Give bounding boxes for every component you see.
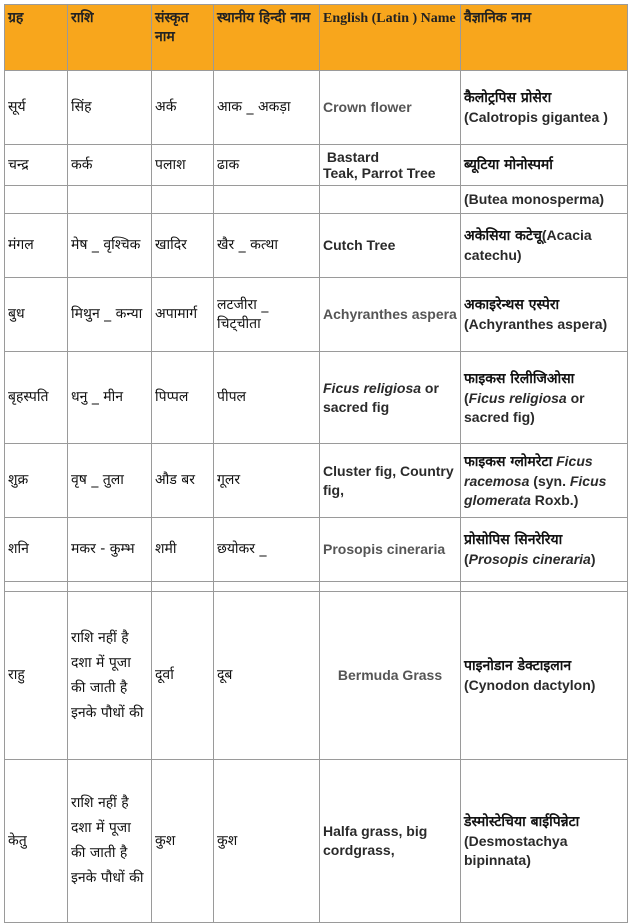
table-row-surya [5,71,628,145]
cell-rashi: सिंह [68,71,152,145]
table-row-mangal [5,214,628,278]
cell-scientific [461,278,628,352]
table-row-budh [5,278,628,352]
scientific-italic: Ficus religiosa [468,389,567,406]
cell-scientific [461,145,628,186]
cell-hindi: कुश [214,760,320,923]
cell-sanskrit: औड बर [152,444,214,518]
table-row-rahu [5,592,628,760]
cell-empty [214,186,320,214]
cell-scientific [461,71,628,145]
scientific-rest: or sacred fig) [464,389,585,425]
scientific-mid: (syn. [529,472,570,489]
cell-rashi: राशि नहीं है दशा में पूजा की जाती है इनके पौधों की [68,592,152,760]
table-row-ketu [5,760,628,923]
header-english-name: English (Latin ) Name [320,5,461,71]
scientific-hindi: ब्यूटिया मोनोस्पर्मा [464,157,553,173]
cell-sanskrit: खादिर [152,214,214,278]
table-row-chandra [5,145,628,186]
cell-graha: मंगल [5,214,68,278]
scientific-hindi: पाइनोडान डेक्टाइलान [464,658,572,674]
table-row-shukra [5,444,628,518]
cell-english [320,145,461,186]
cell-scientific [461,214,628,278]
cell-rashi: वृष _ तुला [68,444,152,518]
cell-sanskrit: कुश [152,760,214,923]
cell-graha: चन्द्र [5,145,68,186]
cell-graha: शनि [5,518,68,582]
cell-sanskrit: अपामार्ग [152,278,214,352]
table-row-chandra-continued [5,186,628,214]
cell-english: Achyranthes aspera [320,278,461,352]
cell-hindi: लटजीरा _ चिट्चीता [214,278,320,352]
cell-scientific: प्रोसोपिस सिनरेरिया (Prosopis cineraria) [461,518,628,582]
cell-english: Cutch Tree [320,214,461,278]
table-row-shani [5,518,628,582]
cell-graha: केतु [5,760,68,923]
scientific-hindi: अकेसिया कटेचू [464,228,542,244]
spacer-row [5,582,628,592]
header-row [5,5,628,71]
cell-rashi: मकर - कुम्भ [68,518,152,582]
scientific-hindi: अकाइरेन्थस एस्पेरा [464,297,560,313]
scientific-hindi: फाइकस रिलीजिओसा [464,370,575,387]
header-rashi: राशि [68,5,152,71]
cell-graha: सूर्य [5,71,68,145]
cell-english: Crown flower [320,71,461,145]
cell-graha: बुध [5,278,68,352]
scientific-italic-2: Ficus glomerata [464,472,607,508]
cell-scientific [461,444,628,518]
cell-rashi: धनु _ मीन [68,352,152,444]
planet-plant-table [4,4,628,923]
scientific-hindi: प्रोसोपिस सिनरेरिया [464,532,563,548]
english-italic: Ficus religiosa [323,379,422,396]
cell-rashi: कर्क [68,145,152,186]
scientific-latin: (Acacia catechu) [464,227,592,263]
cell-english: Bermuda Grass [320,592,461,760]
cell-rashi: मिथुन _ कन्या [68,278,152,352]
cell-hindi: खैर _ कत्था [214,214,320,278]
header-sanskrit-name: संस्कृत नाम [152,5,214,71]
cell-sanskrit: पलाश [152,145,214,186]
header-graha: ग्रह [5,5,68,71]
header-hindi-name: स्थानीय हिन्दी नाम [214,5,320,71]
cell-graha: बृहस्पति [5,352,68,444]
table-row-brihaspati [5,352,628,444]
scientific-latin: (Cynodon dactylon) [464,677,596,693]
cell-graha: राहु [5,592,68,760]
cell-english: Prosopis cineraria [320,518,461,582]
scientific-latin: (Calotropis gigantea ) [464,109,608,125]
cell-english: Halfa grass, big cordgrass, [320,760,461,923]
scientific-italic-1: Ficus racemosa [464,452,593,489]
scientific-hindi: डेस्मोस्टेचिया बाईपिन्नेटा [464,814,580,830]
header-scientific-name: वैज्ञानिक नाम [461,5,628,71]
cell-scientific: फाइकस रिलीजिओसा (Ficus religiosa or sacred fig) [461,352,628,444]
english-rest: or sacred fig [323,379,439,415]
english-line-1: Bastard [326,149,380,165]
cell-hindi: ढाक [214,145,320,186]
scientific-italic: Prosopis cineraria [468,551,591,567]
cell-empty [68,186,152,214]
cell-sanskrit: शमी [152,518,214,582]
cell-graha: शुक्र [5,444,68,518]
scientific-latin: (Desmostachya bipinnata) [464,833,568,868]
cell-english [320,352,461,444]
cell-scientific [461,592,628,760]
cell-scientific-latin: (Butea monosperma) [461,186,628,214]
cell-rashi: राशि नहीं है दशा में पूजा की जाती है इनके पौधों की [68,760,152,923]
cell-empty [5,186,68,214]
scientific-hindi: फाइकस ग्लोमरेटा [464,453,553,470]
cell-sanskrit: अर्क [152,71,214,145]
cell-rashi: मेष _ वृश्चिक [68,214,152,278]
cell-sanskrit: पिप्पल [152,352,214,444]
cell-empty [152,186,214,214]
cell-hindi: पीपल [214,352,320,444]
english-line-2: Teak, Parrot Tree [323,165,436,181]
scientific-latin: (Achyranthes aspera) [464,316,608,332]
cell-hindi: गूलर [214,444,320,518]
scientific-end: Roxb.) [530,491,579,508]
cell-scientific [461,760,628,923]
cell-english: Cluster fig, Country fig, [320,444,461,518]
scientific-hindi: कैलोट्रपिस प्रोसेरा [464,90,552,106]
cell-hindi: छयोकर _ [214,518,320,582]
cell-sanskrit: दूर्वा [152,592,214,760]
cell-hindi: दूब [214,592,320,760]
cell-empty [320,186,461,214]
cell-hindi: आक _ अकड़ा [214,71,320,145]
